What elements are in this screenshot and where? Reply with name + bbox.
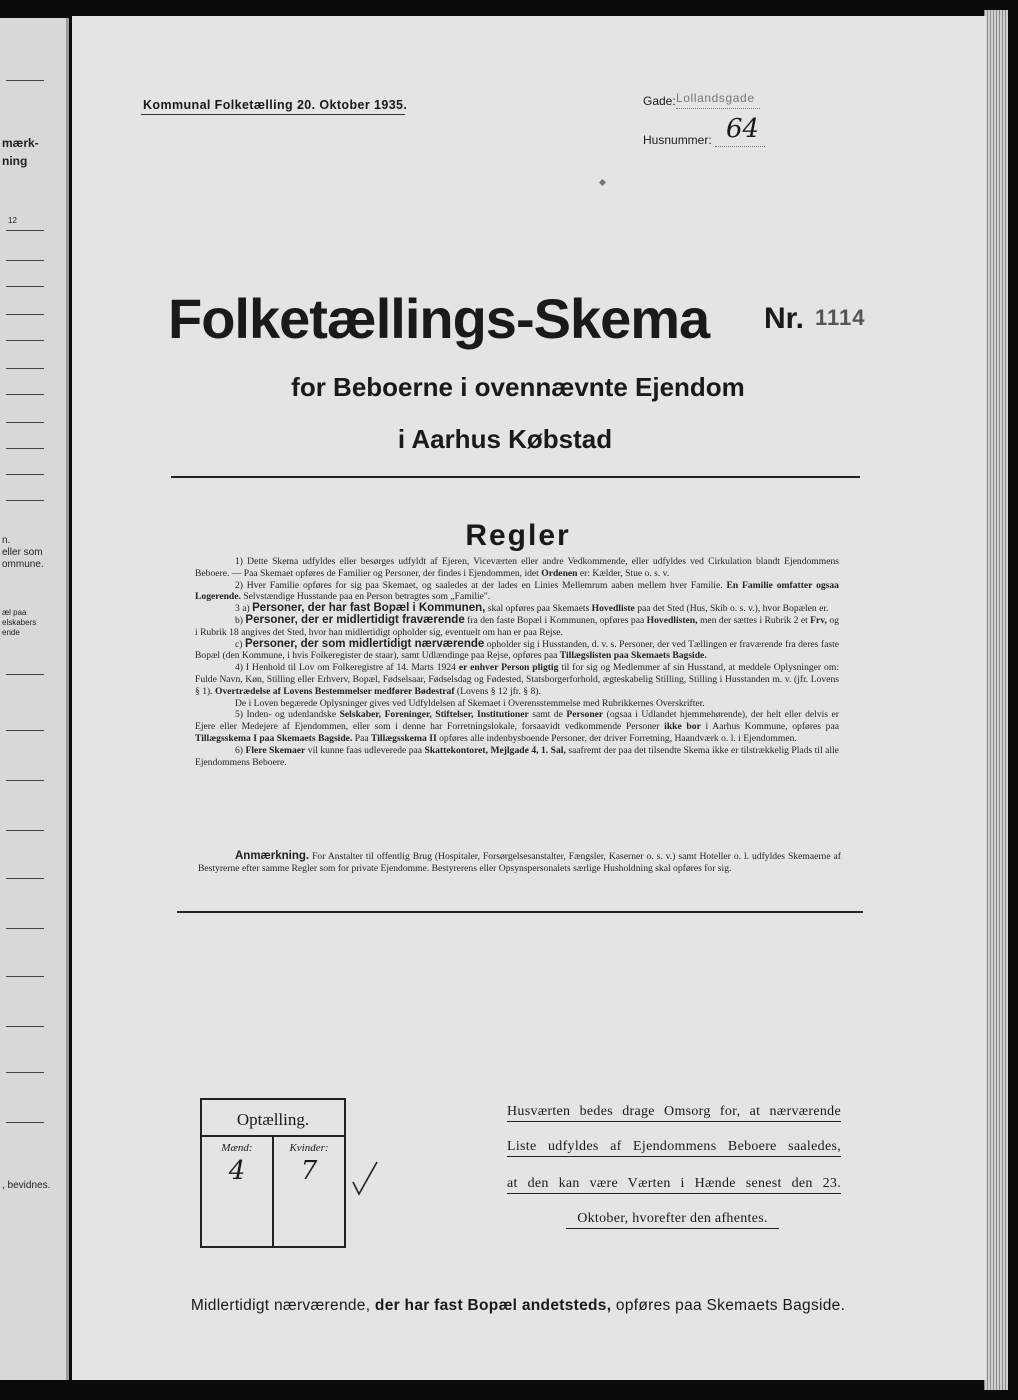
rule-5: 5) Inden- og udenlandske Selskaber, Foreninger, Stiftelser, Institutioner samt de Personer (ogsaa i Udlandet hjemmehørende), der helt eller delvis er Ejere eller Medejere af Ejendommen, eller som i denne har Forretningslokale, forsaavidt vedkommende Personer ikke bor i Aarhus Kommune, opføres paa Tillægsskema I paa Skemaets Bagside. Paa Tillægsskema II opføres alle indenbysboende Personer, der driver Forretning, Haandværk o. l. i Ejendommen. [195, 709, 839, 744]
left-page-rule [6, 780, 44, 781]
rules-text [195, 556, 839, 768]
left-page-fragment: æl paa [2, 608, 27, 617]
left-page-rule [6, 674, 44, 675]
footer-instruction: Midlertidigt nærværende, der har fast Bopæl andetsteds, opføres paa Skemaets Bagside. [190, 1297, 846, 1314]
form-number-value: 1114 [815, 305, 866, 330]
form-subtitle-city: i Aarhus Købstad [397, 424, 613, 454]
left-page-fragment: mærk- [2, 136, 39, 150]
men-label: Mænd: [221, 1142, 253, 1154]
remark-label: Anmærkning. [235, 850, 310, 862]
left-page-fragment: ning [2, 154, 28, 168]
section-divider [177, 911, 863, 913]
rule-3a: 3 a) Personer, der har fast Bopæl i Kommunen, skal opføres paa Skemaets Hovedliste paa det Sted (Hus, Skib o. s. v.), hvor Bopælen er. [235, 602, 829, 615]
left-page-fragment: , bevidnes. [2, 1180, 51, 1191]
tally-box [200, 1098, 346, 1248]
rule-3b: b) Personer, der er midlertidigt fraværende fra den faste Bopæl i Kommunen, opføres paa Hovedlisten, men der sættes i Rubrik 2 et Frv, og i Rubrik 18 angives det Sted, hvor han midlertidigt opholder sig, eventuelt om han er paa Rejse. [195, 613, 839, 638]
house-number-field-line [715, 146, 765, 147]
remark-body: For Anstalter til offentlig Brug (Hospitaler, Forsørgelsesanstalter, Fængsler, Kaserner o. s. v.) samt Hoteller o. l. udfyldes Skemaerne af Bestyrerne efter samme Regler som for private Ejendomme. Bestyrerens eller Opsynspersonalets særlige Husholdning skal opføres for sig. [198, 851, 841, 874]
left-page-rule [6, 474, 44, 475]
notice-line: at den kan være Værten i Hænde senest den 23. [507, 1174, 841, 1194]
left-page-fragment: 12 [8, 216, 17, 225]
rules-heading: Regler [465, 519, 571, 552]
notice-line: Oktober, hvorefter den afhentes. [566, 1209, 779, 1229]
checkmark-icon [350, 1158, 380, 1203]
census-heading-underline [141, 114, 405, 115]
left-page-rule [6, 260, 44, 261]
section-divider [171, 476, 860, 478]
left-page-strip [0, 18, 69, 1380]
left-page-rule [6, 1122, 44, 1123]
left-page-fragment: eller som [2, 547, 43, 558]
left-page-rule [6, 368, 44, 369]
left-page-rule [6, 878, 44, 879]
rule-4-note: De i Loven begærede Oplysninger gives ved Udfyldelsen af Skemaet i Overensstemmelse med Rubrikkernes Overskrifter. [235, 697, 705, 709]
house-number-handwritten: 64 [726, 114, 760, 144]
form-subtitle: for Beboerne i ovennævnte Ejendom [291, 372, 745, 402]
left-page-rule [6, 230, 44, 231]
tally-title: Optælling. [236, 1110, 310, 1129]
left-page-fragment: elskabers [2, 618, 37, 627]
form-number-label: Nr. [764, 302, 805, 335]
left-page-fragment: n. [2, 535, 11, 546]
left-page-rule [6, 340, 44, 341]
census-heading: Kommunal Folketælling 20. Oktober 1935. [143, 98, 408, 112]
left-page-fragment: ende [2, 628, 20, 637]
left-page-rule [6, 730, 44, 731]
rule-6: 6) Flere Skemaer vil kunne faas udleverede paa Skattekontoret, Mejlgade 4, 1. Sal, saafremt der paa det tilsendte Skema ikke er tilstrækkelig Plads til alle Ejendommens Beboere. [195, 744, 839, 768]
left-page-rule [6, 976, 44, 977]
left-page-rule [6, 422, 44, 423]
left-page-rule [6, 286, 44, 287]
left-page-fragment: ommune. [2, 559, 44, 570]
rule-1: 1) Dette Skema udfyldes eller besørges udfyldt af Ejeren, Viceværten eller andre Vedkommende, eller udfyldes ved Cirkulation blandt Ejendommens Beboere. — Paa Skemaet opføres de Familier og Personer, der findes i Ejendommen, idet Ordenen er: Kælder, Stue o. s. v. [195, 556, 839, 579]
men-count: 4 [228, 1156, 246, 1186]
remark-text [198, 850, 841, 875]
rule-4: 4) I Henhold til Lov om Folkeregistre af 14. Marts 1924 er enhver Person pligtig til for sig og Medlemmer af sin Husstand, at meddele Oplysninger om: Fulde Navn, Køn, Stilling eller Erhverv, Bopæl, Fødselsaar, Fødselsdag og Fødested, Statsborgerforhold, ægteskabelig Stilling, Stilling i Husstanden m. v. (jfr. Lovens § 1). Overtrædelse af Lovens Bestemmelser medfører Bødestraf (Lovens § 12 jfr. § 8). [195, 662, 839, 697]
house-number-label: Husnummer: [643, 133, 712, 147]
notice-line: Husværten bedes drage Omsorg for, at nærværende [507, 1102, 841, 1122]
street-field-line [676, 108, 760, 109]
page-stack-edge [984, 10, 1008, 1390]
rule-3c: c) Personer, der som midlertidigt nærværende opholder sig i Husstanden, d. v. s. Personer, der ved Tællingen er fraværende fra deres faste Bopæl (den Kommune, i hvis Folkeregister de staar), samt Udlændinge paa Rejse, opføres paa Tillægslisten paa Skemaets Bagside. [195, 637, 839, 662]
women-count: 7 [300, 1156, 318, 1186]
left-page-rule [6, 830, 44, 831]
left-page-rule [6, 80, 44, 81]
left-page-rule [6, 500, 44, 501]
left-page-rule [6, 928, 44, 929]
form-title: Folketællings-Skema [168, 287, 710, 350]
rule-2: 2) Hver Familie opføres for sig paa Skemaet, og saaledes at der lades en Linies Mellemrum aaben mellem hver Familie. En Familie omfatter ogsaa Logerende. Selvstændige Husstande paa en Person betragtes som „Familie". [195, 579, 839, 603]
notice-line: Liste udfyldes af Ejendommens Beboere saaledes, [507, 1137, 841, 1157]
street-stamp: Lollandsgade [676, 91, 755, 105]
women-label: Kvinder: [289, 1142, 329, 1154]
left-page-rule [6, 1072, 44, 1073]
street-label: Gade: [643, 94, 676, 108]
left-page-rule [6, 314, 44, 315]
left-page-rule [6, 1026, 44, 1027]
